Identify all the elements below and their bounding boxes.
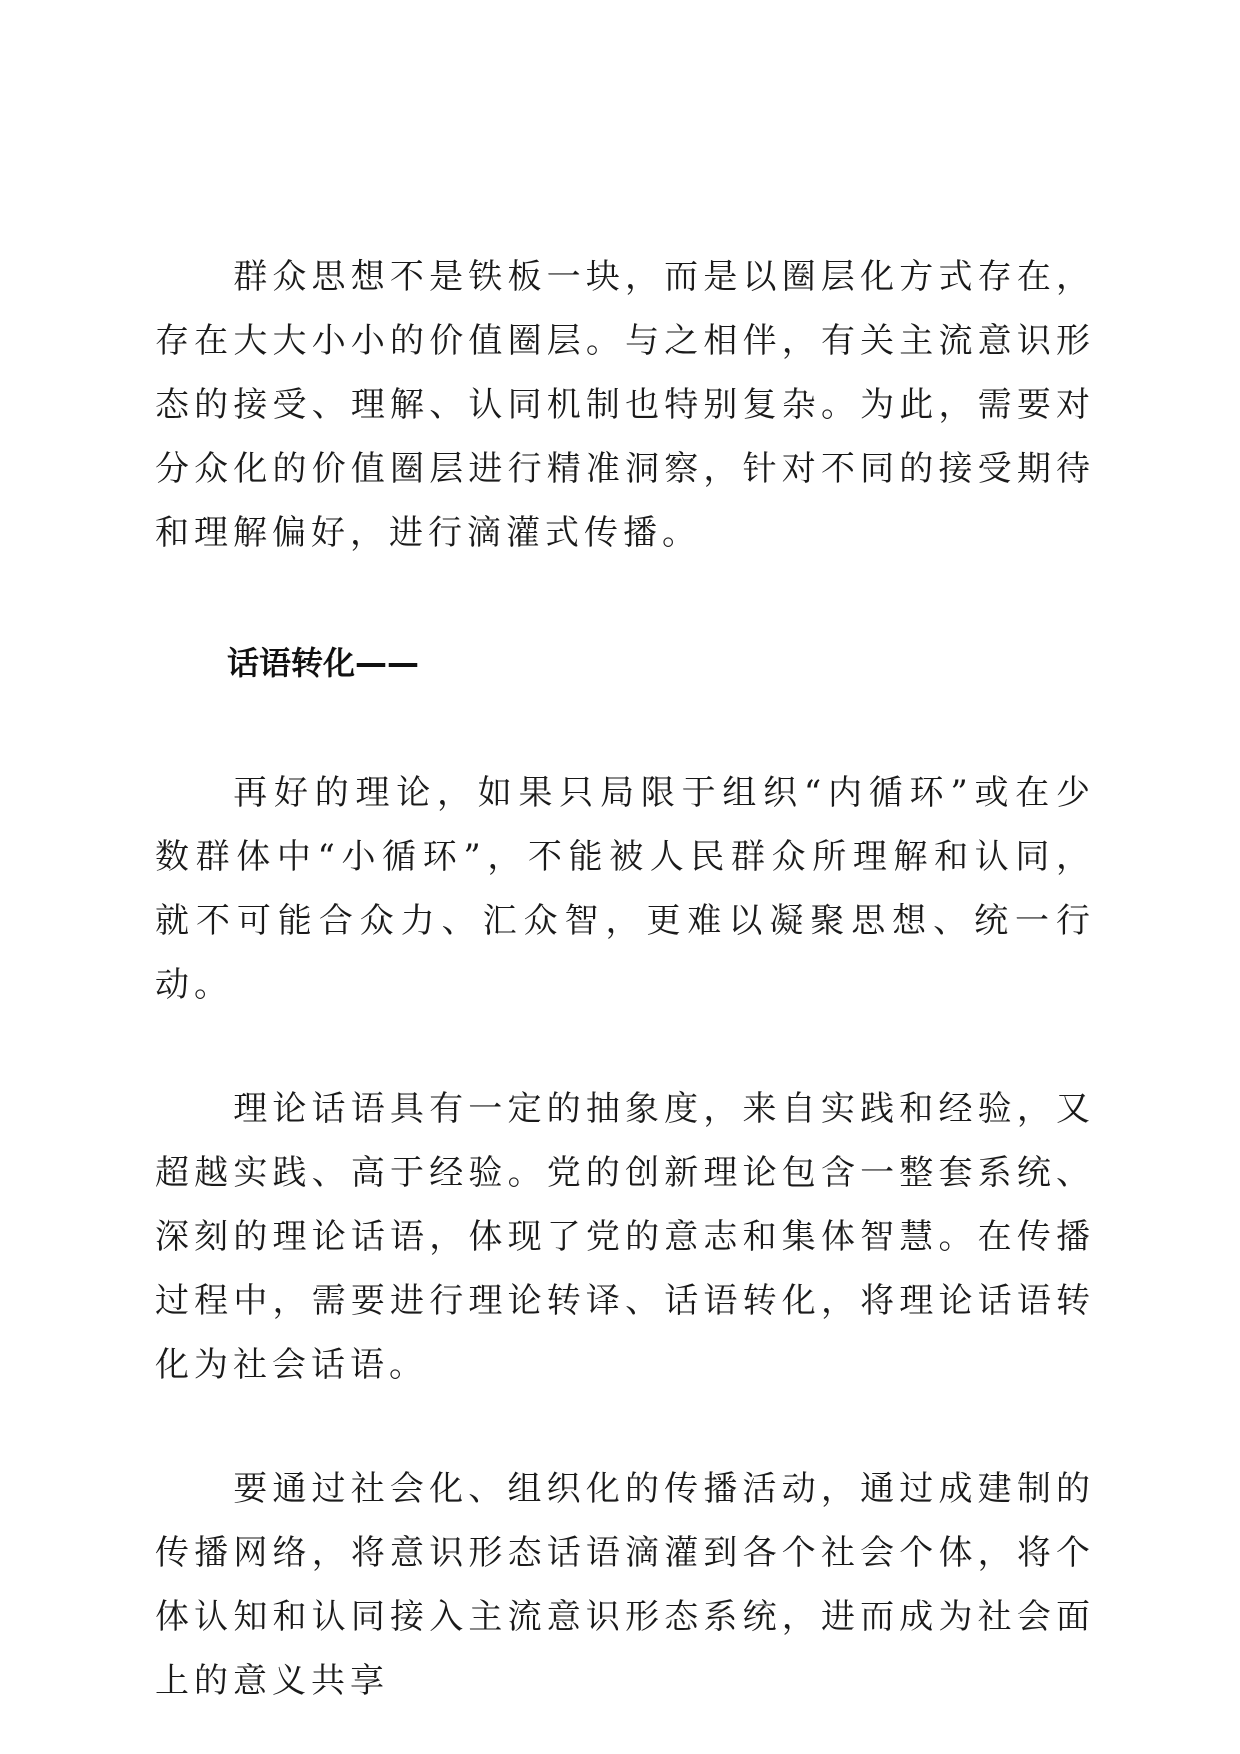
paragraph-spacer <box>155 1017 1095 1077</box>
paragraph-value-circles: 群众思想不是铁板一块，而是以圈层化方式存在，存在大大小小的价值圈层。与之相伴，有关主流意识形态的接受、理解、认同机制也特别复杂。为此，需要对分众化的价值圈层进行精准洞察，针对不同的接受期待和理解偏好，进行滴灌式传播。 <box>155 257 1095 553</box>
paragraph-theory-circulation: 再好的理论，如果只局限于组织“内循环”或在少数群体中“小循环”，不能被人民群众所理解和认同，就不可能合众力、汇众智，更难以凝聚思想、统一行动。 <box>155 773 1095 1005</box>
section-spacer <box>155 565 1095 631</box>
paragraph-spacer <box>155 1397 1095 1457</box>
section-heading: 话语转化—— <box>227 644 420 682</box>
paragraph-socialized-communication: 要通过社会化、组织化的传播活动，通过成建制的传播网络，将意识形态话语滴灌到各个社会个体，将个体认知和认同接入主流意识形态系统，进而成为社会面上的意义共享 <box>155 1469 1095 1701</box>
paragraph-theory-discourse: 理论话语具有一定的抽象度，来自实践和经验，又超越实践、高于经验。党的创新理论包含一整套系统、深刻的理论话语，体现了党的意志和集体智慧。在传播过程中，需要进行理论转译、话语转化，将理论话语转化为社会话语。 <box>155 1089 1095 1385</box>
section-spacer <box>155 695 1095 761</box>
document-body <box>155 245 1095 1713</box>
